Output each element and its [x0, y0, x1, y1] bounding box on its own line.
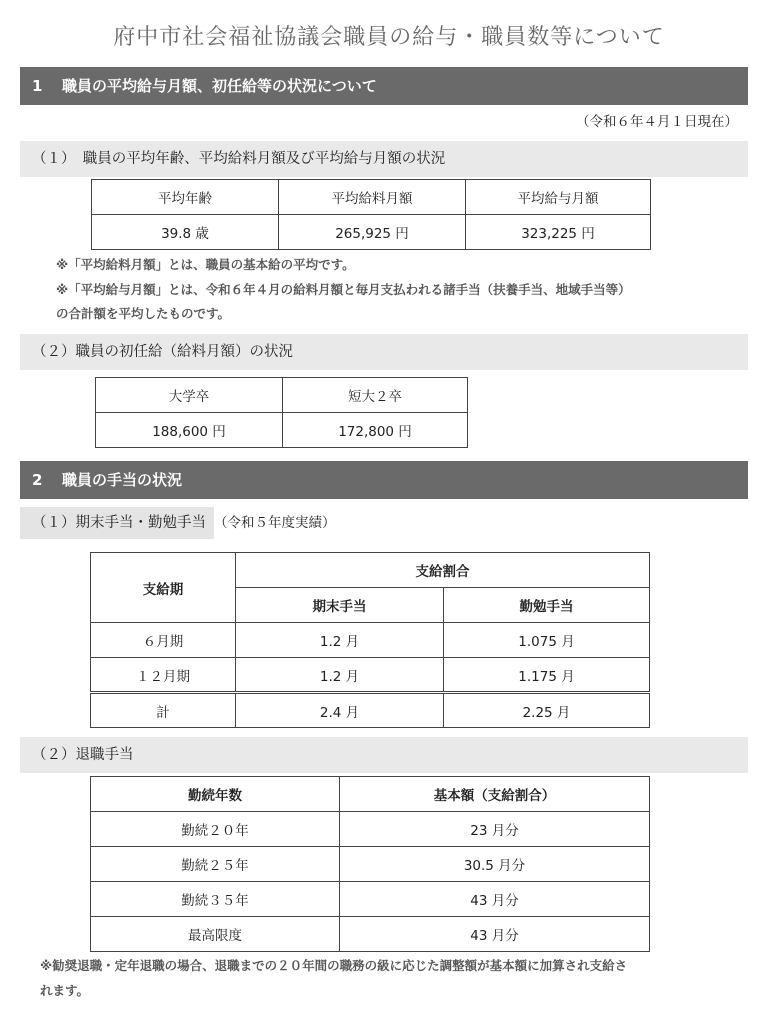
- header-years-of-service: 勤続年数: [91, 777, 340, 812]
- subsection-2-1-suffix: （令和５年度実績）: [214, 515, 336, 531]
- kinben-cell: 1.175 月: [444, 658, 650, 693]
- value-average-monthly-pay: 323,225 円: [466, 215, 651, 250]
- period-cell: 計: [91, 693, 236, 728]
- value-university: 188,600 円: [96, 413, 283, 448]
- kinben-cell: 1.075 月: [444, 623, 650, 658]
- header-kimatsu: 期末手当: [236, 588, 444, 623]
- note-monthly-pay-cont: の合計額を平均したものです。: [56, 306, 231, 321]
- table-row: [91, 658, 650, 693]
- section-1-title: 職員の平均給与月額、初任給等の状況について: [62, 77, 377, 95]
- bonus-table: [90, 552, 650, 728]
- page-title: 府中市社会福祉協議会職員の給与・職員数等について: [113, 25, 665, 50]
- value-average-age: 39.8 歳: [92, 215, 279, 250]
- header-kinben: 勤勉手当: [444, 588, 650, 623]
- years-cell: 勤続３５年: [91, 882, 340, 917]
- amount-cell: 43 月分: [340, 917, 650, 952]
- subsection-2-1-title: （１）期末手当・勤勉手当: [20, 507, 214, 539]
- retirement-allowance-table: [90, 776, 650, 952]
- header-university: 大学卒: [96, 378, 283, 413]
- kimatsu-cell: 1.2 月: [236, 658, 444, 693]
- value-junior-college: 172,800 円: [283, 413, 468, 448]
- note-retirement-adjustment-cont: れます。: [40, 983, 90, 998]
- subsection-2-1-header: [20, 507, 336, 539]
- table-row: [91, 812, 650, 847]
- section-2-header: [20, 461, 748, 499]
- subsection-1-2-header: （２）職員の初任給（給料月額）の状況: [20, 334, 748, 370]
- note-retirement-adjustment: ※勧奨退職・定年退職の場合、退職までの２０年間の職務の級に応じた調整額が基本額に加算され支給さ: [40, 958, 628, 973]
- subsection-2-2-header: （２）退職手当: [20, 737, 748, 773]
- table-row: [91, 917, 650, 952]
- amount-cell: 30.5 月分: [340, 847, 650, 882]
- amount-cell: 43 月分: [340, 882, 650, 917]
- amount-cell: 23 月分: [340, 812, 650, 847]
- header-payment-period: 支給期: [91, 553, 236, 623]
- years-cell: 最高限度: [91, 917, 340, 952]
- table-row-total: [91, 693, 650, 728]
- table-row: [91, 623, 650, 658]
- header-base-amount: 基本額（支給割合）: [340, 777, 650, 812]
- section-2-number: 2: [32, 471, 43, 489]
- section-1-header: [20, 67, 748, 105]
- section-2-title: 職員の手当の状況: [62, 471, 183, 489]
- kimatsu-cell: 1.2 月: [236, 623, 444, 658]
- section-1-number: 1: [32, 77, 43, 95]
- note-monthly-pay: ※「平均給与月額」とは、令和６年４月の給料月額と毎月支払われる諸手当（扶養手当、地域手当等）: [56, 282, 631, 297]
- kimatsu-cell: 2.4 月: [236, 693, 444, 728]
- years-cell: 勤続２０年: [91, 812, 340, 847]
- years-cell: 勤続２５年: [91, 847, 340, 882]
- header-average-monthly-pay: 平均給与月額: [466, 180, 651, 215]
- period-cell: １２月期: [91, 658, 236, 693]
- starting-salary-table: [95, 377, 468, 448]
- subsection-1-1-header: （１） 職員の平均年齢、平均給料月額及び平均給与月額の状況: [20, 141, 748, 177]
- as-of-date: （令和６年４月１日現在）: [576, 114, 738, 130]
- header-average-age: 平均年齢: [92, 180, 279, 215]
- kinben-cell: 2.25 月: [444, 693, 650, 728]
- table-row: [91, 882, 650, 917]
- header-payment-ratio: 支給割合: [236, 553, 650, 588]
- header-average-base-salary: 平均給料月額: [279, 180, 466, 215]
- average-salary-table: [91, 179, 651, 250]
- period-cell: ６月期: [91, 623, 236, 658]
- header-junior-college: 短大２卒: [283, 378, 468, 413]
- value-average-base-salary: 265,925 円: [279, 215, 466, 250]
- note-base-salary: ※「平均給料月額」とは、職員の基本給の平均です。: [56, 257, 355, 272]
- table-row: [91, 847, 650, 882]
